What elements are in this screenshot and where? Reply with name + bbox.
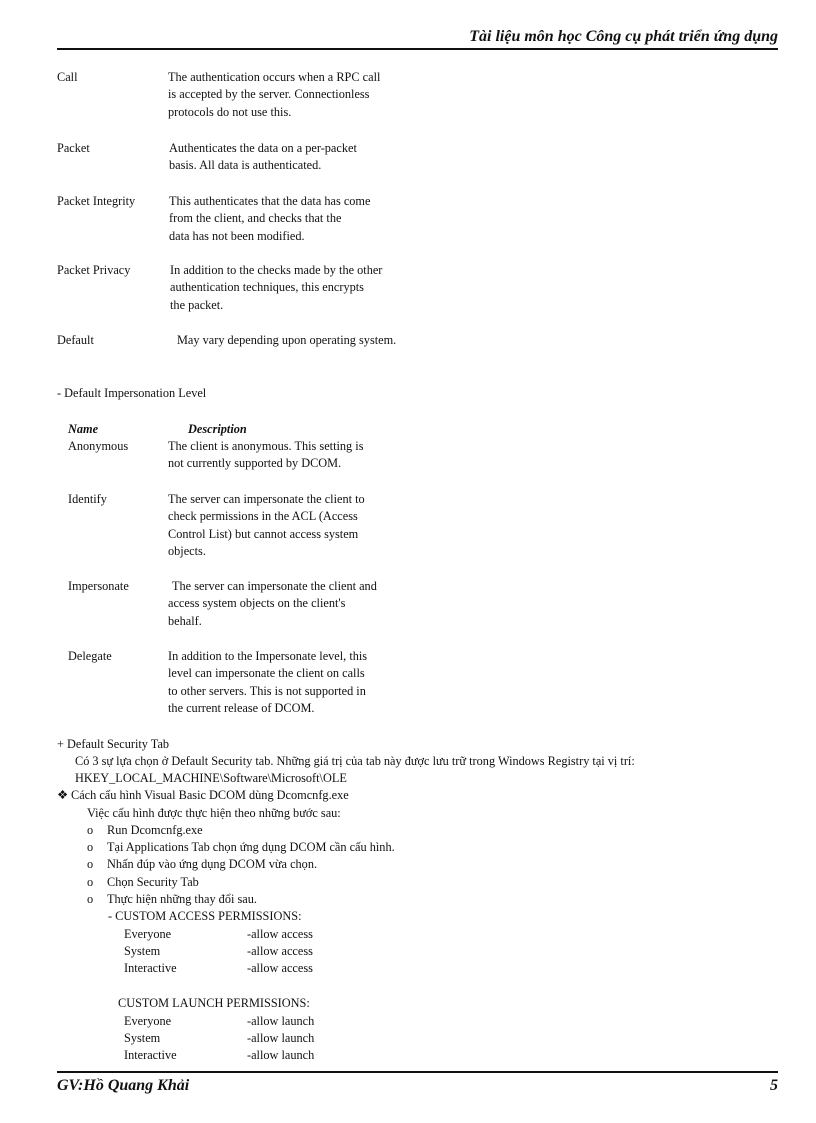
footer-rule (57, 1071, 778, 1073)
access-who: System (124, 944, 161, 958)
imp-name-impersonate: Impersonate (68, 579, 129, 593)
step-marker: o (87, 840, 94, 854)
auth-desc-packet: Authenticates the data on a per-packet basis. All data is authenticated. (169, 141, 357, 173)
auth-desc-packet-integrity: This authenticates that the data has come from the client, and checks that the data has not been modified. (169, 194, 371, 243)
config-step: Chọn Security Tab (107, 875, 199, 889)
config-bullet-icon: ❖ (57, 788, 69, 802)
access-who: Interactive (124, 961, 177, 975)
config-step: Run Dcomcnfg.exe (107, 823, 203, 837)
step-marker: o (87, 857, 94, 871)
access-permissions-title: - CUSTOM ACCESS PERMISSIONS: (108, 909, 302, 923)
launch-perm: -allow launch (247, 1031, 315, 1045)
impersonation-col-name: Name (68, 422, 99, 436)
step-marker: o (87, 823, 94, 837)
impersonation-col-description: Description (188, 422, 247, 436)
auth-name-default: Default (57, 333, 94, 347)
auth-name-call: Call (57, 70, 78, 84)
auth-name-packet: Packet (57, 141, 90, 155)
security-tab-line-2: HKEY_LOCAL_MACHINE\Software\Microsoft\OLE (75, 771, 347, 785)
auth-desc-packet-privacy: In addition to the checks made by the other authentication techniques, this encrypts the packet. (170, 263, 383, 312)
page-number: 5 (770, 1077, 778, 1094)
imp-desc-anonymous: The client is anonymous. This setting is not currently supported by DCOM. (168, 439, 364, 471)
step-marker: o (87, 875, 94, 889)
security-tab-heading: + Default Security Tab (57, 737, 170, 751)
imp-name-delegate: Delegate (68, 649, 112, 663)
access-perm: -allow access (247, 961, 313, 975)
config-step: Nhấn đúp vào ứng dụng DCOM vừa chọn. (107, 857, 318, 871)
imp-desc-impersonate: The server can impersonate the client and access system objects on the client's behalf. (168, 579, 377, 628)
imp-name-anonymous: Anonymous (68, 439, 129, 453)
launch-who: Interactive (124, 1048, 177, 1062)
footer-author: GV:Hồ Quang Khải (57, 1077, 190, 1094)
launch-who: System (124, 1031, 161, 1045)
config-heading: Cách cấu hình Visual Basic DCOM dùng Dcomcnfg.exe (71, 788, 349, 802)
auth-desc-call: The authentication occurs when a RPC call is accepted by the server. Connectionless protocols do not use this. (168, 70, 381, 119)
config-step: Thực hiện những thay đổi sau. (107, 892, 257, 906)
imp-name-identify: Identify (68, 492, 107, 506)
step-marker: o (87, 892, 94, 906)
launch-perm: -allow launch (247, 1048, 315, 1062)
impersonation-heading: - Default Impersonation Level (57, 386, 207, 400)
launch-perm: -allow launch (247, 1014, 315, 1028)
launch-who: Everyone (124, 1014, 172, 1028)
access-perm: -allow access (247, 927, 313, 941)
header-title: Tài liệu môn học Công cụ phát triển ứng dụng (469, 28, 778, 45)
launch-permissions-title: CUSTOM LAUNCH PERMISSIONS: (118, 996, 310, 1010)
config-intro: Việc cấu hình được thực hiện theo những bước sau: (87, 806, 341, 820)
access-perm: -allow access (247, 944, 313, 958)
access-who: Everyone (124, 927, 172, 941)
header-rule (57, 48, 778, 50)
auth-desc-default: May vary depending upon operating system. (177, 333, 397, 347)
config-step: Tại Applications Tab chọn ứng dụng DCOM cần cấu hình. (107, 840, 395, 854)
imp-desc-delegate: In addition to the Impersonate level, this level can impersonate the client on calls to other servers. This is not supported in the current release of DCOM. (168, 649, 368, 716)
auth-name-packet-integrity: Packet Integrity (57, 194, 136, 208)
auth-name-packet-privacy: Packet Privacy (57, 263, 131, 277)
imp-desc-identify: The server can impersonate the client to check permissions in the ACL (Access Control List) but cannot access system objects. (168, 492, 365, 559)
security-tab-line-1: Có 3 sự lựa chọn ở Default Security tab. Những giá trị của tab này được lưu trữ trong Windows Registry tại vị trí: (75, 754, 635, 768)
